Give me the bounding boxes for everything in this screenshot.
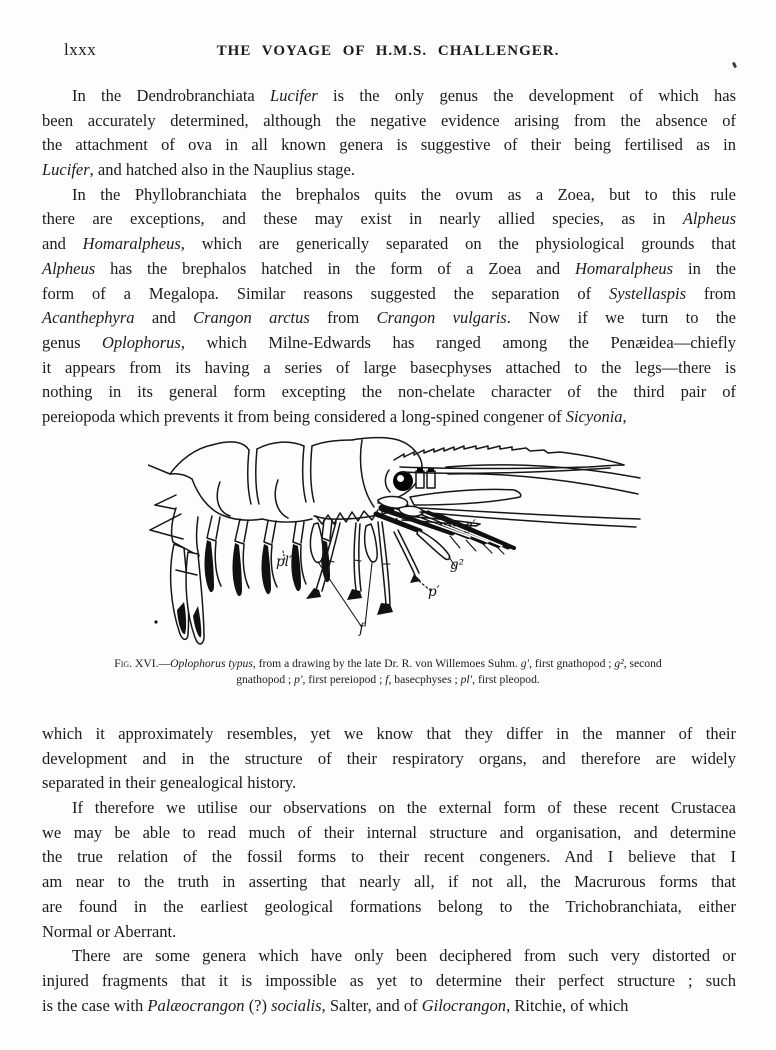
text-line xyxy=(42,747,736,772)
text-segment: are found in the earliest geological formations belong to the Trichobranchiata, either xyxy=(42,896,736,916)
text-segment: gnathopod ; xyxy=(236,672,295,686)
text-segment: and xyxy=(134,308,194,328)
text-line xyxy=(42,331,736,356)
text-line xyxy=(42,356,736,381)
paragraph xyxy=(42,183,736,430)
text-segment: we may be able to read much of their internal structure and organisation, and determine xyxy=(42,822,736,842)
text-segment: Alpheus xyxy=(42,258,96,278)
text-line xyxy=(42,944,736,969)
text-segment: f xyxy=(385,672,389,686)
text-segment: form of a Megalopa. Similar reasons suggested the separation of xyxy=(42,283,610,303)
text-line xyxy=(42,306,736,331)
text-segment: Gilocrangon xyxy=(421,995,507,1015)
text-segment: Homaralpheus xyxy=(82,234,181,254)
text-segment: Crangon arctus xyxy=(193,308,310,328)
ink-speck xyxy=(732,62,737,69)
text-line xyxy=(42,282,736,307)
text-block-lower xyxy=(42,722,736,1018)
shrimp-figure xyxy=(148,420,650,664)
text-segment: , xyxy=(622,406,627,426)
text-segment: separated in their genealogical history. xyxy=(42,773,297,793)
text-segment: , from a drawing by the late Dr. R. von Willemoes Suhm. xyxy=(252,657,521,670)
text-segment: , which are generically separated on the physiological grounds that xyxy=(180,234,736,254)
text-segment: the true relation of the fossil forms to their recent congeners. And I believe that I xyxy=(42,847,736,867)
text-line xyxy=(42,771,736,796)
text-segment: Oplophorus typus xyxy=(170,657,253,670)
text-line xyxy=(42,232,736,257)
text-segment: am near to the truth in asserting that nearly all, if not all, the Macrurous forms that xyxy=(42,872,736,892)
text-segment: , first gnathopod ; xyxy=(529,657,615,670)
text-segment: the attachment of ova in all known genera is suggestive of their being fertilised as in xyxy=(42,135,736,155)
text-line xyxy=(42,994,736,1019)
figure-caption xyxy=(58,656,718,687)
text-block-upper xyxy=(42,84,736,430)
text-segment: pl′ xyxy=(460,672,473,686)
text-segment: , which Milne-Edwards has ranged among the Penæidea—chiefly xyxy=(180,332,737,352)
text-line xyxy=(42,183,736,208)
text-segment: , second xyxy=(623,657,662,670)
text-segment: has the brephalos hatched in the form of a Zoea and xyxy=(95,258,576,278)
text-segment: Systellaspis xyxy=(609,283,687,303)
text-segment: Lucifer xyxy=(270,86,318,105)
text-segment: nothing in its general form excepting the non-chelate character of the third pair of xyxy=(42,382,736,402)
text-segment: , Ritchie, of which xyxy=(506,995,629,1015)
shrimp-illustration xyxy=(148,420,650,664)
text-line xyxy=(42,380,736,405)
figure-label-first-gnathopod: g′ xyxy=(464,518,476,534)
text-segment: development and in the structure of their respiratory organs, and therefore are widely xyxy=(42,748,736,768)
figure-label-first-pereiopod: p′ xyxy=(428,584,440,600)
text-segment: Alpheus xyxy=(682,209,736,229)
text-line xyxy=(42,207,736,232)
text-line xyxy=(42,895,736,920)
text-segment: Sicyonia xyxy=(565,406,623,426)
text-segment: there are exceptions, and these may exist in nearly allied species, as in xyxy=(42,209,683,229)
text-segment: and xyxy=(42,234,83,254)
paragraph xyxy=(42,796,736,944)
text-line xyxy=(42,969,736,994)
running-title: THE VOYAGE OF H.M.S. CHALLENGER. xyxy=(216,43,560,59)
text-segment: which it approximately resembles, yet we know that they differ in the manner of their xyxy=(42,724,736,743)
text-segment: . Now if we turn to the xyxy=(506,308,736,328)
text-line xyxy=(42,845,736,870)
figure-label-second-gnathopod: g² xyxy=(450,557,465,573)
page-number: lxxx xyxy=(64,40,97,59)
text-segment: Lucifer xyxy=(42,160,90,180)
text-segment: , first pereiopod ; xyxy=(302,672,386,686)
text-segment: g² xyxy=(614,657,624,670)
text-segment: , and hatched also in the Nauplius stage. xyxy=(89,160,355,180)
text-segment: There are some genera which have only been deciphered from such very distorted or xyxy=(72,946,736,966)
text-segment: Oplophorus xyxy=(102,332,181,352)
text-line xyxy=(42,821,736,846)
text-segment: Homaralpheus xyxy=(575,258,674,278)
text-segment: socialis xyxy=(271,995,322,1015)
text-segment: in the xyxy=(673,258,736,278)
paragraph xyxy=(42,84,736,183)
text-line xyxy=(42,257,736,282)
text-line xyxy=(42,158,736,183)
text-segment: it appears from its having a series of large basecphyses attached to the legs—there is xyxy=(42,357,736,377)
text-segment: Normal or Aberrant. xyxy=(42,921,177,941)
figure-label-basecphyses: f xyxy=(359,621,364,637)
text-segment: , first pleopod. xyxy=(472,672,540,686)
figure-caption-line xyxy=(58,672,718,688)
text-segment: p′ xyxy=(294,672,303,686)
text-segment: from xyxy=(309,308,377,328)
text-line xyxy=(42,133,736,158)
text-segment: In the Phyllobranchiata the brephalos quits the ovum as a Zoea, but to this rule xyxy=(72,184,736,204)
paragraph xyxy=(42,944,736,1018)
text-line xyxy=(42,870,736,895)
text-line xyxy=(42,84,736,109)
text-segment: In the Dendrobranchiata xyxy=(72,86,271,105)
text-line xyxy=(42,722,736,747)
text-segment: is the only genus the development of which has xyxy=(317,86,737,105)
text-segment: been accurately determined, although the negative evidence arising from the absence of xyxy=(42,110,736,130)
text-segment: g′ xyxy=(520,657,530,670)
text-line xyxy=(42,920,736,945)
text-segment: pereiopoda which prevents it from being considered a long-spined congener of xyxy=(42,406,566,426)
text-segment: Palæocrangon xyxy=(147,995,245,1015)
text-segment: from xyxy=(686,283,736,303)
text-segment: , Salter, and of xyxy=(321,995,422,1015)
text-line xyxy=(42,109,736,134)
text-segment: genus xyxy=(42,332,103,352)
text-segment: If therefore we utilise our observations on the external form of these recent Crustacea xyxy=(72,798,736,818)
text-segment: is the case with xyxy=(42,995,148,1015)
text-segment: , basecphyses ; xyxy=(388,672,461,686)
text-segment: Acanthephyra xyxy=(42,308,135,328)
text-segment: injured fragments that it is impossible as yet to determine their perfect structure ; such xyxy=(42,970,736,990)
figure-caption-line xyxy=(58,656,718,672)
text-segment: Fig. XVI.— xyxy=(114,657,171,670)
figure-label-first-pleopod: pl′ xyxy=(276,554,293,570)
paragraph xyxy=(42,722,736,796)
text-line xyxy=(42,796,736,821)
text-segment: (?) xyxy=(244,995,272,1015)
text-segment: Crangon vulgaris xyxy=(376,308,507,328)
